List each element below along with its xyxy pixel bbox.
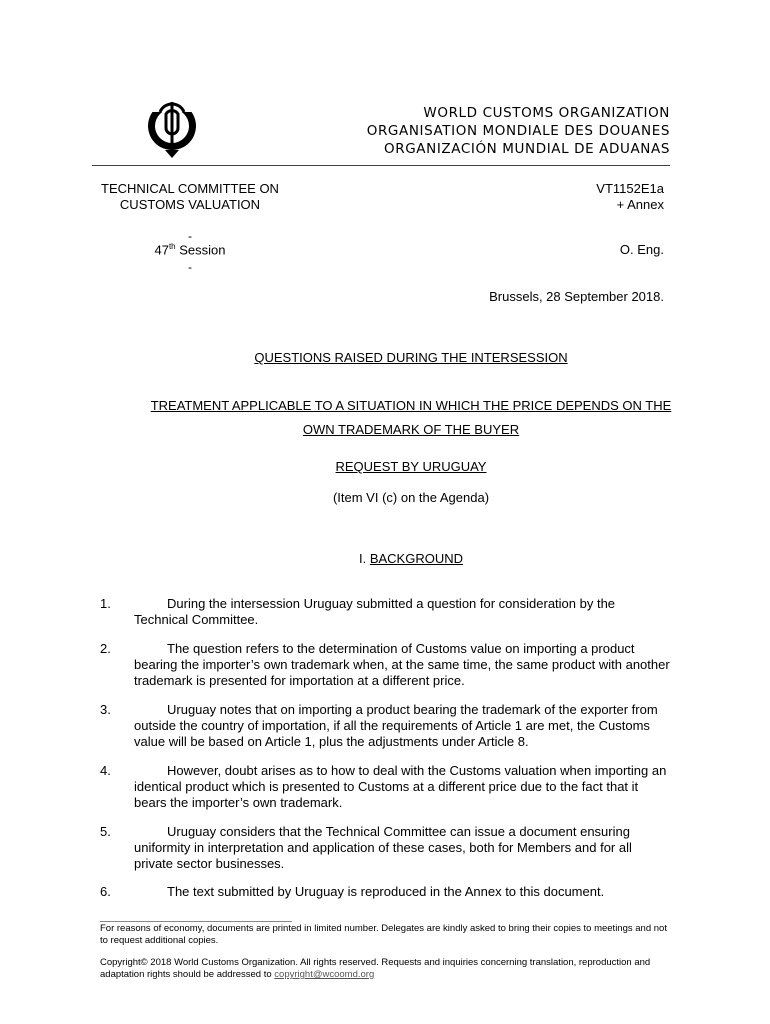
document-date: Brussels, 28 September 2018. — [489, 289, 664, 304]
economy-note: For reasons of economy, documents are printed in limited number. Delegates are kindly asked to bring their copies to meetings and not to request additional copies. — [100, 923, 667, 946]
org-name-fr: ORGANISATION MONDIALE DES DOUANES — [366, 123, 670, 139]
copyright-note — [100, 957, 670, 981]
section-heading — [92, 549, 730, 569]
title-text: QUESTIONS RAISED DURING THE INTERSESSION — [254, 350, 568, 365]
org-name-en: WORLD CUSTOMS ORGANIZATION — [423, 105, 670, 121]
section-number: I. — [358, 551, 370, 566]
paragraph-text: Uruguay considers that the Technical Committee can issue a document ensuring uniformity in interpretation and application of these cases, both for Members and for all private sector businesses. — [134, 824, 632, 871]
paragraph-4 — [100, 763, 670, 811]
paragraph-number: 5. — [100, 824, 111, 839]
session-word: Session — [175, 242, 226, 258]
org-name-es: ORGANIZACIÓN MUNDIAL DE ADUANAS — [384, 141, 670, 157]
organization-name — [367, 104, 670, 158]
paragraph-text: The question refers to the determination of Customs value on importing a product bearing the importer’s own trademark when, at the same time, the same product with another trademark is presented for importation at a different price. — [134, 641, 670, 688]
session-dash-top: - — [188, 229, 192, 243]
request-text: REQUEST BY URUGUAY — [335, 459, 487, 474]
session-number: 47 — [154, 242, 169, 258]
paragraph-text: The text submitted by Uruguay is reproduced in the Annex to this document. — [167, 884, 605, 899]
document-reference — [596, 181, 664, 213]
paragraph-3 — [100, 702, 670, 750]
paragraph-5 — [100, 824, 670, 872]
paragraph-text: During the intersession Uruguay submitted a question for consideration by the Technical Committee. — [134, 596, 616, 627]
paragraph-number: 4. — [100, 763, 111, 778]
paragraph-number: 2. — [100, 641, 111, 656]
section-title: BACKGROUND — [369, 551, 464, 566]
session-dash-bottom: - — [188, 260, 192, 274]
language-label: O. Eng. — [619, 242, 664, 257]
session-label — [100, 242, 280, 257]
paragraph-1 — [100, 596, 670, 628]
subject-line-2: OWN TRADEMARK OF THE BUYER — [302, 422, 520, 437]
copyright-email-link[interactable]: copyright@wcoomd.org — [274, 969, 375, 980]
header-divider — [92, 165, 670, 166]
page-title — [92, 348, 730, 368]
committee-line-2: CUSTOMS VALUATION — [119, 197, 261, 212]
paragraph-6 — [100, 884, 670, 900]
paragraph-2 — [100, 641, 670, 689]
agenda-item: (Item VI (c) on the Agenda) — [332, 490, 490, 505]
paragraph-number: 6. — [100, 884, 111, 899]
committee-name — [100, 181, 280, 213]
annex-label: + Annex — [616, 197, 664, 212]
request-title — [92, 457, 730, 477]
paragraph-text: However, doubt arises as to how to deal with the Customs valuation when importing an identical product which is presented to Customs at a different price due to the fact that it bears the importer’s own trademark. — [134, 763, 667, 810]
paragraph-number: 1. — [100, 596, 111, 611]
subject-line-1: TREATMENT APPLICABLE TO A SITUATION IN WHICH THE PRICE DEPENDS ON THE — [150, 398, 672, 413]
session-ordinal: th — [168, 242, 176, 251]
paragraph-text: Uruguay notes that on importing a product bearing the trademark of the exporter from outside the country of importation, if all the requirements of Article 1 are met, the Customs value will be based on Article 1, plus the adjustments under Article 8. — [134, 702, 658, 749]
paragraph-number: 3. — [100, 702, 111, 717]
doc-ref: VT1152E1a — [596, 181, 664, 196]
subject-title — [92, 396, 730, 440]
wco-emblem-icon — [140, 98, 204, 160]
footnote-divider — [100, 921, 292, 922]
copyright-text: Copyright© 2018 World Customs Organization. All rights reserved. Requests and inquiries concerning translation, reproduction and adaptation rights should be addressed to — [100, 957, 651, 980]
committee-line-1: TECHNICAL COMMITTEE ON — [101, 181, 279, 196]
